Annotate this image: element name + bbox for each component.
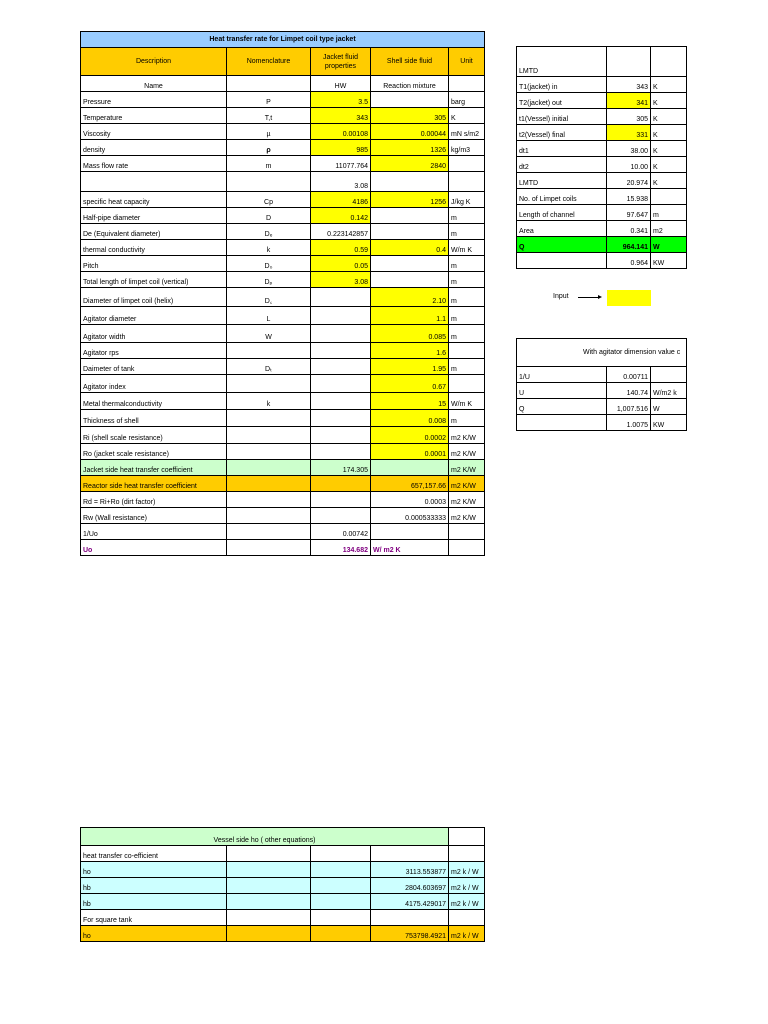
row-description: Uo bbox=[81, 540, 227, 556]
row-description: Agitator index bbox=[81, 375, 227, 393]
lmtd-unit: K bbox=[651, 109, 687, 125]
table-row bbox=[81, 272, 485, 288]
row-nomenclature bbox=[227, 427, 311, 444]
table-row bbox=[81, 359, 485, 375]
col-header-shell: Shell side fluid bbox=[371, 48, 449, 76]
jacket-value[interactable]: 0.59 bbox=[311, 240, 371, 256]
row-nomenclature: m bbox=[227, 156, 311, 172]
row-unit: W/m K bbox=[449, 240, 485, 256]
agitator-value[interactable]: 0.00711 bbox=[607, 367, 651, 383]
row-description: Ri (shell scale resistance) bbox=[81, 427, 227, 444]
jacket-value[interactable] bbox=[311, 288, 371, 307]
row-unit bbox=[449, 524, 485, 540]
lmtd-value[interactable]: 343 bbox=[607, 77, 651, 93]
row-description: Mass flow rate bbox=[81, 156, 227, 172]
table-row bbox=[81, 240, 485, 256]
row-unit bbox=[449, 156, 485, 172]
shell-value[interactable]: 0.0003 bbox=[371, 492, 449, 508]
row-unit: m bbox=[449, 410, 485, 427]
shell-value[interactable] bbox=[371, 524, 449, 540]
jacket-value[interactable]: 0.142 bbox=[311, 208, 371, 224]
lmtd-label: T2(jacket) out bbox=[517, 93, 607, 109]
vessel-value[interactable] bbox=[371, 846, 449, 862]
row-nomenclature: L bbox=[227, 307, 311, 325]
row-description: specific heat capacity bbox=[81, 192, 227, 208]
row-description: De (Equivalent diameter) bbox=[81, 224, 227, 240]
jacket-value[interactable] bbox=[311, 427, 371, 444]
jacket-value[interactable]: 0.00742 bbox=[311, 524, 371, 540]
row-description: Total length of limpet coil (vertical) bbox=[81, 272, 227, 288]
lmtd-label: Area bbox=[517, 221, 607, 237]
row-description: Agitator diameter bbox=[81, 307, 227, 325]
row-description: density bbox=[81, 140, 227, 156]
row-nomenclature: D bbox=[227, 208, 311, 224]
row-description: Jacket side heat transfer coefficient bbox=[81, 460, 227, 476]
jacket-value[interactable] bbox=[311, 476, 371, 492]
vessel-value[interactable]: 753798.4921 bbox=[371, 926, 449, 942]
row-nomenclature: Cp bbox=[227, 192, 311, 208]
table-row bbox=[81, 140, 485, 156]
row-description bbox=[81, 172, 227, 192]
table-row bbox=[81, 124, 485, 140]
row-unit: mN s/m2 bbox=[449, 124, 485, 140]
row-unit: m bbox=[449, 272, 485, 288]
row-unit: m2 K/W bbox=[449, 460, 485, 476]
row-unit bbox=[449, 76, 485, 92]
agitator-unit: KW bbox=[651, 415, 687, 431]
table-row bbox=[81, 307, 485, 325]
row-unit: J/kg K bbox=[449, 192, 485, 208]
vessel-value[interactable]: 3113.553877 bbox=[371, 862, 449, 878]
input-color-swatch bbox=[607, 290, 651, 306]
agitator-label: U bbox=[517, 383, 607, 399]
row-unit bbox=[449, 172, 485, 192]
shell-value[interactable]: 1.95 bbox=[371, 359, 449, 375]
jacket-value[interactable] bbox=[311, 492, 371, 508]
vessel-unit: m2 k / W bbox=[449, 894, 485, 910]
table-row bbox=[81, 444, 485, 460]
shell-value[interactable] bbox=[371, 272, 449, 288]
vessel-value[interactable]: 4175.429017 bbox=[371, 894, 449, 910]
table-row bbox=[517, 415, 687, 431]
row-description: Metal thermalconductivity bbox=[81, 393, 227, 410]
lmtd-label: LMTD bbox=[517, 173, 607, 189]
lmtd-label: Q bbox=[517, 237, 607, 253]
jacket-value[interactable]: 985 bbox=[311, 140, 371, 156]
jacket-value[interactable] bbox=[311, 343, 371, 359]
row-description: Agitator rps bbox=[81, 343, 227, 359]
lmtd-unit: m bbox=[651, 205, 687, 221]
arrow-right-icon bbox=[578, 297, 600, 298]
row-nomenclature: T,t bbox=[227, 108, 311, 124]
vessel-unit bbox=[449, 910, 485, 926]
shell-value[interactable]: 0.000533333 bbox=[371, 508, 449, 524]
table-row bbox=[517, 205, 687, 221]
jacket-value[interactable]: 0.223142857 bbox=[311, 224, 371, 240]
vessel-label: ho bbox=[81, 862, 227, 878]
lmtd-value[interactable]: 341 bbox=[607, 93, 651, 109]
table-row bbox=[517, 189, 687, 205]
row-nomenclature bbox=[227, 524, 311, 540]
row-nomenclature bbox=[227, 375, 311, 393]
row-unit: m bbox=[449, 307, 485, 325]
row-unit: m bbox=[449, 256, 485, 272]
jacket-value[interactable]: 3.08 bbox=[311, 272, 371, 288]
shell-value[interactable] bbox=[371, 208, 449, 224]
row-unit bbox=[449, 375, 485, 393]
table-row bbox=[81, 894, 485, 910]
vessel-unit: m2 k / W bbox=[449, 878, 485, 894]
row-nomenclature bbox=[227, 343, 311, 359]
lmtd-value[interactable]: 97.647 bbox=[607, 205, 651, 221]
row-nomenclature: W bbox=[227, 325, 311, 343]
agitator-value[interactable]: 1,007.516 bbox=[607, 399, 651, 415]
table-row bbox=[81, 156, 485, 172]
row-nomenclature bbox=[227, 492, 311, 508]
row-nomenclature bbox=[227, 444, 311, 460]
row-nomenclature: D₀ bbox=[227, 256, 311, 272]
table-row bbox=[81, 375, 485, 393]
table-row bbox=[517, 383, 687, 399]
table-row bbox=[81, 172, 485, 192]
table-row bbox=[81, 508, 485, 524]
lmtd-label: Length of channel bbox=[517, 205, 607, 221]
table-row bbox=[517, 157, 687, 173]
table-row bbox=[517, 367, 687, 383]
row-description: Viscosity bbox=[81, 124, 227, 140]
lmtd-table bbox=[516, 46, 687, 269]
table-row bbox=[517, 141, 687, 157]
vessel-unit: m2 k / W bbox=[449, 862, 485, 878]
row-nomenclature: P bbox=[227, 92, 311, 108]
vessel-value[interactable] bbox=[371, 910, 449, 926]
lmtd-label: T1(jacket) in bbox=[517, 77, 607, 93]
lmtd-unit: K bbox=[651, 77, 687, 93]
row-nomenclature: Dₚ bbox=[227, 272, 311, 288]
lmtd-value[interactable]: 964.141 bbox=[607, 237, 651, 253]
table-row bbox=[81, 410, 485, 427]
lmtd-value[interactable]: 331 bbox=[607, 125, 651, 141]
jacket-value[interactable] bbox=[311, 325, 371, 343]
row-nomenclature: D꜀ bbox=[227, 288, 311, 307]
shell-value[interactable]: 0.008 bbox=[371, 410, 449, 427]
row-nomenclature: ρ bbox=[227, 140, 311, 156]
lmtd-label bbox=[517, 253, 607, 269]
row-unit: kg/m3 bbox=[449, 140, 485, 156]
row-description: Diameter of limpet coil (helix) bbox=[81, 288, 227, 307]
table-row bbox=[81, 846, 485, 862]
row-description: Thickness of shell bbox=[81, 410, 227, 427]
shell-value[interactable]: 15 bbox=[371, 393, 449, 410]
jacket-value[interactable] bbox=[311, 508, 371, 524]
row-unit: W/m K bbox=[449, 393, 485, 410]
row-description: Name bbox=[81, 76, 227, 92]
vessel-title: Vessel side ho ( other equations) bbox=[81, 828, 449, 846]
row-description: Pressure bbox=[81, 92, 227, 108]
col-header-unit: Unit bbox=[449, 48, 485, 76]
limpet-coil-table bbox=[80, 31, 485, 556]
table-row bbox=[517, 221, 687, 237]
table-row bbox=[517, 173, 687, 189]
col-header-jacket: Jacket fluid properties bbox=[311, 48, 371, 76]
shell-value[interactable]: 1326 bbox=[371, 140, 449, 156]
jacket-value[interactable]: 3.5 bbox=[311, 92, 371, 108]
shell-value[interactable] bbox=[371, 224, 449, 240]
lmtd-value[interactable]: 15.938 bbox=[607, 189, 651, 205]
vessel-label: hb bbox=[81, 878, 227, 894]
lmtd-unit: K bbox=[651, 141, 687, 157]
lmtd-label: dt1 bbox=[517, 141, 607, 157]
jacket-value[interactable]: HW bbox=[311, 76, 371, 92]
shell-value[interactable]: 0.0001 bbox=[371, 444, 449, 460]
shell-value[interactable]: 1.6 bbox=[371, 343, 449, 359]
lmtd-unit bbox=[651, 189, 687, 205]
table-row bbox=[81, 492, 485, 508]
table-row bbox=[81, 256, 485, 272]
agitator-unit bbox=[651, 367, 687, 383]
jacket-value[interactable] bbox=[311, 410, 371, 427]
table-title: Heat transfer rate for Limpet coil type jacket bbox=[81, 32, 485, 48]
row-description: 1/Uo bbox=[81, 524, 227, 540]
table-row bbox=[81, 540, 485, 556]
row-nomenclature: k bbox=[227, 240, 311, 256]
vessel-unit: m2 k / W bbox=[449, 926, 485, 942]
row-unit bbox=[449, 540, 485, 556]
shell-value[interactable]: 657,157.66 bbox=[371, 476, 449, 492]
jacket-value[interactable]: 134.682 bbox=[311, 540, 371, 556]
row-description: Pitch bbox=[81, 256, 227, 272]
table-row bbox=[81, 910, 485, 926]
lmtd-value[interactable]: 10.00 bbox=[607, 157, 651, 173]
row-unit: barg bbox=[449, 92, 485, 108]
agitator-label: Q bbox=[517, 399, 607, 415]
table-row bbox=[81, 92, 485, 108]
vessel-label: For square tank bbox=[81, 910, 227, 926]
shell-value[interactable]: 1.1 bbox=[371, 307, 449, 325]
table-row bbox=[517, 77, 687, 93]
table-row bbox=[81, 460, 485, 476]
jacket-value[interactable] bbox=[311, 359, 371, 375]
row-description: Temperature bbox=[81, 108, 227, 124]
input-legend bbox=[553, 290, 653, 306]
shell-value[interactable]: 0.67 bbox=[371, 375, 449, 393]
lmtd-unit: W bbox=[651, 237, 687, 253]
row-unit bbox=[449, 343, 485, 359]
shell-value[interactable] bbox=[371, 92, 449, 108]
lmtd-value[interactable]: 0.964 bbox=[607, 253, 651, 269]
table-row bbox=[81, 325, 485, 343]
row-nomenclature bbox=[227, 540, 311, 556]
table-row bbox=[81, 862, 485, 878]
agitator-value[interactable]: 1.0075 bbox=[607, 415, 651, 431]
jacket-value[interactable] bbox=[311, 444, 371, 460]
table-row bbox=[517, 109, 687, 125]
shell-value[interactable]: 1256 bbox=[371, 192, 449, 208]
row-description: Agitator width bbox=[81, 325, 227, 343]
agitator-title: With agitator dimension value c bbox=[517, 339, 687, 367]
input-legend-label: Input bbox=[553, 293, 569, 300]
lmtd-unit: m2 bbox=[651, 221, 687, 237]
table-row bbox=[81, 878, 485, 894]
shell-value[interactable]: 2.10 bbox=[371, 288, 449, 307]
table-row bbox=[81, 393, 485, 410]
table-row bbox=[517, 125, 687, 141]
jacket-value[interactable] bbox=[311, 393, 371, 410]
shell-value[interactable] bbox=[371, 460, 449, 476]
row-nomenclature bbox=[227, 172, 311, 192]
lmtd-label: No. of Limpet coils bbox=[517, 189, 607, 205]
shell-value[interactable]: 305 bbox=[371, 108, 449, 124]
row-unit: m2 K/W bbox=[449, 476, 485, 492]
table-row bbox=[81, 208, 485, 224]
row-nomenclature: k bbox=[227, 393, 311, 410]
row-unit: m2 K/W bbox=[449, 444, 485, 460]
jacket-value[interactable]: 11077.764 bbox=[311, 156, 371, 172]
row-nomenclature: Dₑ bbox=[227, 224, 311, 240]
agitator-unit: W/m2 k bbox=[651, 383, 687, 399]
row-unit: m2 K/W bbox=[449, 492, 485, 508]
jacket-value[interactable]: 0.00108 bbox=[311, 124, 371, 140]
agitator-unit: W bbox=[651, 399, 687, 415]
row-nomenclature bbox=[227, 76, 311, 92]
table-row bbox=[81, 108, 485, 124]
lmtd-value[interactable]: 38.00 bbox=[607, 141, 651, 157]
table-row bbox=[81, 288, 485, 307]
jacket-value[interactable]: 3.08 bbox=[311, 172, 371, 192]
shell-value[interactable]: 0.0002 bbox=[371, 427, 449, 444]
lmtd-value[interactable]: 0.341 bbox=[607, 221, 651, 237]
lmtd-label: dt2 bbox=[517, 157, 607, 173]
row-unit: m bbox=[449, 325, 485, 343]
table-row bbox=[81, 343, 485, 359]
row-nomenclature bbox=[227, 410, 311, 427]
row-nomenclature: µ bbox=[227, 124, 311, 140]
agitator-label: 1/U bbox=[517, 367, 607, 383]
lmtd-unit: K bbox=[651, 93, 687, 109]
vessel-side-table bbox=[80, 827, 485, 942]
jacket-value[interactable]: 0.05 bbox=[311, 256, 371, 272]
row-description: Half-pipe diameter bbox=[81, 208, 227, 224]
row-unit: m bbox=[449, 224, 485, 240]
row-description: Rw (Wall resistance) bbox=[81, 508, 227, 524]
lmtd-title: LMTD bbox=[517, 47, 607, 77]
shell-value[interactable]: 0.4 bbox=[371, 240, 449, 256]
table-row bbox=[517, 237, 687, 253]
lmtd-value[interactable]: 305 bbox=[607, 109, 651, 125]
vessel-value[interactable]: 2804.603697 bbox=[371, 878, 449, 894]
vessel-unit bbox=[449, 846, 485, 862]
row-description: Daimeter of tank bbox=[81, 359, 227, 375]
row-description: thermal conductivity bbox=[81, 240, 227, 256]
row-nomenclature bbox=[227, 460, 311, 476]
lmtd-label: t1(Vessel) initial bbox=[517, 109, 607, 125]
jacket-value[interactable]: 4186 bbox=[311, 192, 371, 208]
shell-value[interactable] bbox=[371, 256, 449, 272]
row-description: Reactor side heat transfer coefficient bbox=[81, 476, 227, 492]
table-row bbox=[517, 253, 687, 269]
jacket-value[interactable]: 174.305 bbox=[311, 460, 371, 476]
row-nomenclature: Dₜ bbox=[227, 359, 311, 375]
row-unit: m bbox=[449, 288, 485, 307]
table-row bbox=[81, 476, 485, 492]
lmtd-unit: K bbox=[651, 125, 687, 141]
vessel-label: heat transfer co-efficient bbox=[81, 846, 227, 862]
table-row bbox=[81, 524, 485, 540]
col-header-description: Description bbox=[81, 48, 227, 76]
agitator-label bbox=[517, 415, 607, 431]
lmtd-label: t2(Vessel) final bbox=[517, 125, 607, 141]
row-description: Rd = Ri+Ro (dirt factor) bbox=[81, 492, 227, 508]
table-row bbox=[81, 926, 485, 942]
lmtd-unit: KW bbox=[651, 253, 687, 269]
shell-value[interactable]: Reaction mixture bbox=[371, 76, 449, 92]
row-unit: m2 K/W bbox=[449, 427, 485, 444]
table-row bbox=[81, 427, 485, 444]
row-unit: m bbox=[449, 208, 485, 224]
table-row bbox=[81, 224, 485, 240]
shell-value[interactable]: 0.085 bbox=[371, 325, 449, 343]
table-row bbox=[517, 399, 687, 415]
table-row bbox=[517, 93, 687, 109]
lmtd-unit: K bbox=[651, 157, 687, 173]
row-unit: m bbox=[449, 359, 485, 375]
shell-value[interactable]: W/ m2 K bbox=[371, 540, 449, 556]
table-row bbox=[81, 76, 485, 92]
col-header-nomenclature: Nomenclature bbox=[227, 48, 311, 76]
agitator-value[interactable]: 140.74 bbox=[607, 383, 651, 399]
vessel-label: ho bbox=[81, 926, 227, 942]
jacket-value[interactable] bbox=[311, 375, 371, 393]
row-description: Ro (jacket scale resistance) bbox=[81, 444, 227, 460]
table-row bbox=[81, 192, 485, 208]
jacket-value[interactable] bbox=[311, 307, 371, 325]
row-nomenclature bbox=[227, 508, 311, 524]
shell-value[interactable]: 0.00044 bbox=[371, 124, 449, 140]
lmtd-value[interactable]: 20.974 bbox=[607, 173, 651, 189]
agitator-table bbox=[516, 338, 687, 431]
row-unit: K bbox=[449, 108, 485, 124]
row-nomenclature bbox=[227, 476, 311, 492]
jacket-value[interactable]: 343 bbox=[311, 108, 371, 124]
shell-value[interactable] bbox=[371, 172, 449, 192]
row-unit: m2 K/W bbox=[449, 508, 485, 524]
lmtd-unit: K bbox=[651, 173, 687, 189]
shell-value[interactable]: 2840 bbox=[371, 156, 449, 172]
vessel-label: hb bbox=[81, 894, 227, 910]
